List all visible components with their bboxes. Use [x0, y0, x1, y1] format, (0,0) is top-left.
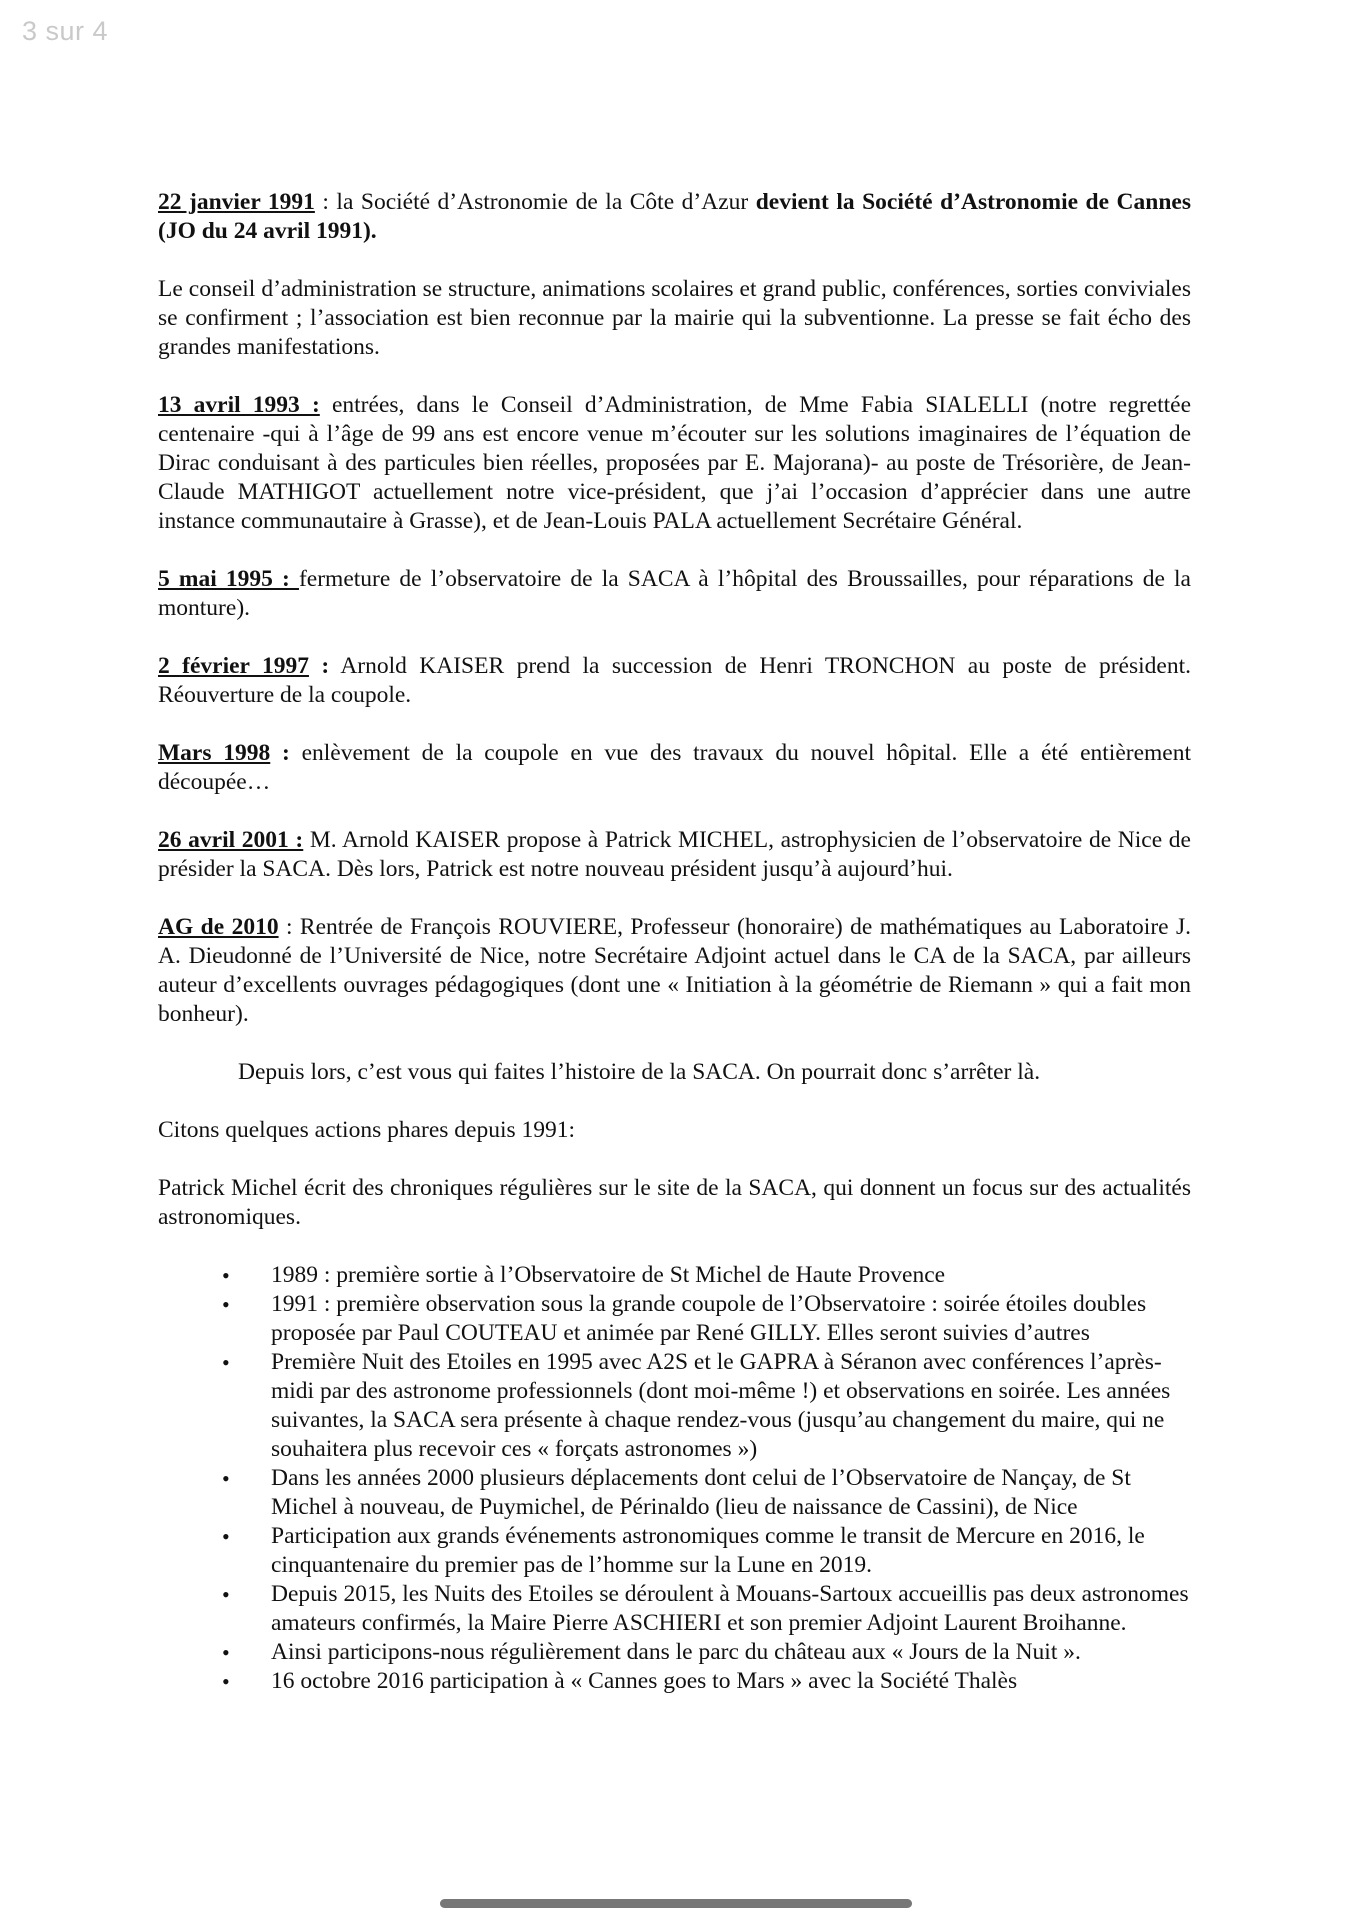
date-2010: AG de 2010: [158, 914, 279, 940]
actions-list: [158, 1261, 1191, 1696]
date-1997: 2 février 1997: [158, 653, 309, 679]
paragraph-chroniques: Patrick Michel écrit des chroniques régulières sur le site de la SACA, qui donnent un focus sur des actualités astronomiques.: [158, 1175, 1191, 1230]
paragraph-1998: [158, 739, 1191, 797]
list-item: • Ainsi participons-nous régulièrement dans le parc du château aux « Jours de la Nuit ».: [158, 1638, 1191, 1667]
paragraph-2010: [158, 913, 1191, 1029]
colon-1998: :: [270, 740, 290, 766]
paragraph-citons: Citons quelques actions phares depuis 1991:: [158, 1117, 576, 1143]
list-item: • 1991 : première observation sous la grande coupole de l’Observatoire : soirée étoiles doubles proposée par Paul COUTEAU et animée par René GILLY. Elles seront suivies d’autres: [158, 1290, 1191, 1348]
colon-1997: :: [308, 653, 330, 679]
paragraph-1997: [158, 652, 1191, 710]
paragraph-2001: [158, 826, 1191, 884]
paragraph-1993: [158, 391, 1191, 536]
list-item: • 16 octobre 2016 participation à « Cannes goes to Mars » avec la Société Thalès: [158, 1667, 1191, 1696]
date-2001: 26 avril 2001 :: [158, 827, 304, 853]
list-item: • Participation aux grands événements astronomiques comme le transit de Mercure en 2016, le cinquantenaire du premier pas de l’homme sur la Lune en 2019.: [158, 1522, 1191, 1580]
home-indicator-bar[interactable]: [440, 1899, 912, 1908]
document-body: [158, 188, 1191, 1696]
text-2001: M. Arnold KAISER propose à Patrick MICHEL, astrophysicien de l’observatoire de Nice de présider la SACA. Dès lors, Patrick est notre nouveau président jusqu’à aujourd’hui.: [158, 827, 1191, 882]
list-item: • Dans les années 2000 plusieurs déplacements dont celui de l’Observatoire de Nançay, de St Michel à nouveau, de Puymichel, de Périnaldo (lieu de naissance de Cassini), de Nice: [158, 1464, 1191, 1522]
list-item: • Depuis 2015, les Nuits des Etoiles se déroulent à Mouans-Sartoux accueillis pas deux astronomes amateurs confirmés, la Maire Pierre ASCHIERI et son premier Adjoint Laurent Broihanne.: [158, 1580, 1191, 1638]
date-1991: 22 janvier 1991: [158, 189, 315, 215]
text-1995: fermeture de l’observatoire de la SACA à l’hôpital des Broussailles, pour réparations de la monture).: [158, 566, 1191, 621]
text-2010: : Rentrée de François ROUVIERE, Professeur (honoraire) de mathématiques au Laboratoire J. A. Dieudonné de l’Université de Nice, notre Secrétaire Adjoint actuel dans le CA de la SACA, par ailleurs auteur d’excellents ouvrages pédagogiques (dont une « Initiation à la géométrie de Riemann » qui a fait mon bonheur).: [158, 914, 1192, 1027]
paragraph-depuis-lors: Depuis lors, c’est vous qui faites l’histoire de la SACA. On pourrait donc s’arrêter là.: [238, 1059, 1041, 1085]
page-indicator: 3 sur 4: [22, 16, 109, 46]
paragraph-1991: [158, 188, 1191, 246]
bold-1991: devient la Société d’Astronomie de Cannes (JO du 24 avril 1991).: [158, 189, 1191, 244]
text-1991: : la Société d’Astronomie de la Côte d’Azur: [314, 189, 756, 215]
date-1998: Mars 1998: [158, 740, 271, 766]
list-item: • Première Nuit des Etoiles en 1995 avec A2S et le GAPRA à Séranon avec conférences l’après-midi par des astronome professionnels (dont moi-même !) et observations en soirée. Les années suivantes, la SACA sera présente à chaque rendez-vous (jusqu’au changement du maire, qui ne souhaitera plus recevoir ces « forçats astronomes »): [158, 1348, 1191, 1464]
paragraph-1995: [158, 565, 1191, 623]
text-1998: enlèvement de la coupole en vue des travaux du nouvel hôpital. Elle a été entièrement découpée…: [158, 740, 1191, 795]
list-item: • 1989 : première sortie à l’Observatoire de St Michel de Haute Provence: [158, 1261, 1191, 1290]
text-1993: entrées, dans le Conseil d’Administration, de Mme Fabia SIALELLI (notre regrettée centenaire -qui à l’âge de 99 ans est encore venue m’écouter sur les solutions imaginaires de l’équation de Dirac conduisant à des particules bien réelles, proposées par E. Majorana)- au poste de Trésorière, de Jean-Claude MATHIGOT actuellement notre vice-président, que j’ai l’occasion d’apprécier dans une autre instance communautaire à Grasse), et de Jean-Louis PALA actuellement Secrétaire Général.: [158, 392, 1191, 534]
paragraph-conseil: Le conseil d’administration se structure, animations scolaires et grand public, conférences, sorties conviviales se confirment ; l’association est bien reconnue par la mairie qui la subventionne. La presse se fait écho des grandes manifestations.: [158, 276, 1191, 360]
text-1997: Arnold KAISER prend la succession de Henri TRONCHON au poste de président. Réouverture de la coupole.: [158, 653, 1191, 708]
date-1995: 5 mai 1995 :: [158, 566, 299, 592]
date-1993: 13 avril 1993 :: [158, 392, 320, 418]
